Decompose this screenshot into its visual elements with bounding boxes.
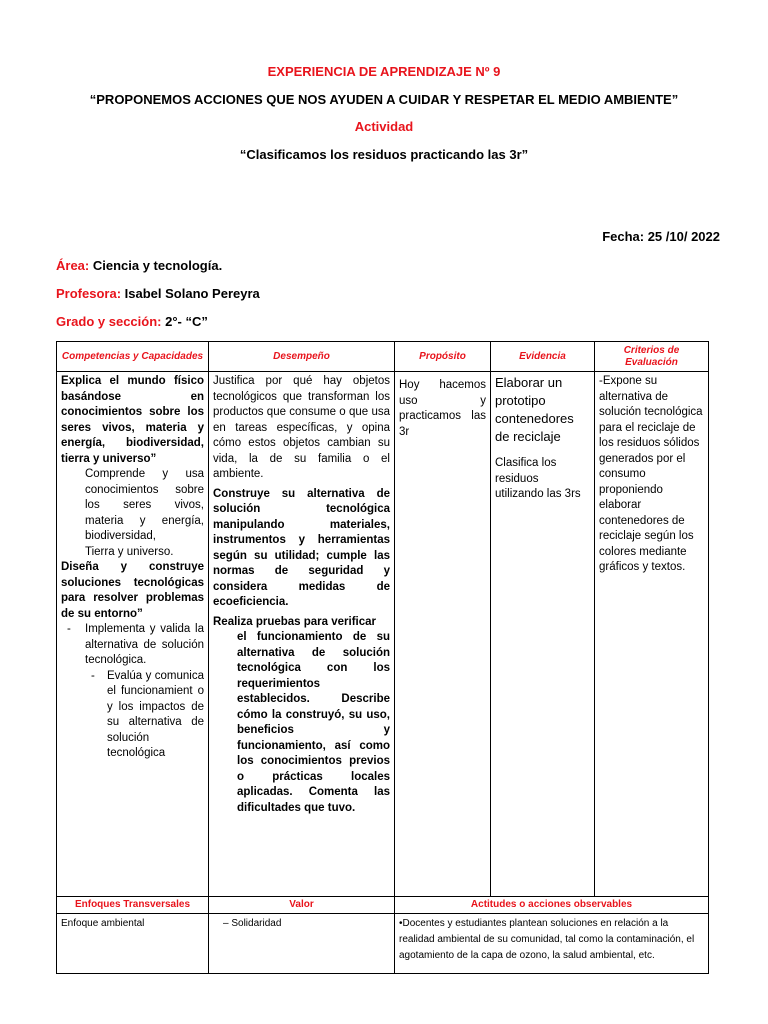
bottom-body-row: [57, 914, 709, 974]
dash-bullet: -: [67, 623, 71, 635]
bottom-header-row: [57, 897, 709, 914]
area-label: Área:: [56, 258, 90, 273]
header-evidencia: Evidencia: [491, 342, 595, 372]
capacidad-3: - Evalúa y comunica el funcionamient o y los impactos de su alternativa de solución tecnológica: [91, 669, 204, 759]
competencia-2: Diseña y construye soluciones tecnológicas para resolver problemas de su entorno”: [61, 561, 204, 620]
header-enfoques: Enfoques Transversales: [57, 897, 209, 914]
document-title: EXPERIENCIA DE APRENDIZAJE Nº 9: [267, 64, 501, 79]
dash-bullet: -: [91, 669, 95, 682]
grado-value: 2°- “C”: [161, 314, 208, 329]
fecha: Fecha: 25 /10/ 2022: [602, 229, 720, 244]
valor-cell: – Solidaridad: [209, 914, 395, 974]
desempeno-2: Construye su alternativa de solución tecnológica manipulando materiales, instrumentos y herramientas según su utilidad; cumple las normas de seguridad y considera medidas de ecoeficiencia.: [213, 487, 390, 608]
capacidad-2: - Implementa y valida la alternativa de solución tecnológica.: [67, 623, 204, 666]
desempeno-3-rest: el funcionamiento de su alternativa de solución tecnológica con los requerimientos establecidos. Describe cómo la construyó, su uso, beneficios y funcionamiento, así como los conocimientos previos o prácticas locales aplicadas. Comenta las dificultades que tuvo.: [237, 631, 390, 814]
header-valor: Valor: [209, 897, 395, 914]
actividad-label: Actividad: [354, 119, 414, 134]
area-line: [56, 258, 222, 273]
desempeno-1: Justifica por qué hay objetos tecnológicos que transforman los productos que consume o que usa en tareas específicas, y opina cómo estos objetos cambian su vida, la de su familia o el ambiente.: [213, 375, 390, 480]
competencia-1: Explica el mundo físico basándose en conocimientos sobre los seres vivos, materia y energía, biodiversidad, tierra y universo”: [61, 375, 204, 465]
area-value: Ciencia y tecnología.: [89, 258, 223, 273]
header-proposito: Propósito: [395, 342, 491, 372]
actividad-title: “Clasificamos los residuos practicando las 3r”: [239, 147, 529, 162]
enfoque-cell: Enfoque ambiental: [57, 914, 209, 974]
document-subtitle: “PROPONEMOS ACCIONES QUE NOS AYUDEN A CUIDAR Y RESPETAR EL MEDIO AMBIENTE”: [89, 92, 679, 107]
header-actitudes: Actitudes o acciones observables: [395, 897, 709, 914]
evidencia-2: Clasifica los residuos utilizando las 3rs: [495, 457, 581, 500]
capacidad-1: Comprende y usa conocimientos sobre los seres vivos, materia y energía, biodiversidad,: [85, 468, 204, 542]
competencias-cell: [57, 372, 209, 897]
profesora-line: [56, 286, 260, 301]
desempeno-cell: [209, 372, 395, 897]
desempeno-3-first: Realiza pruebas para verificar: [213, 615, 376, 628]
evidencia-1: Elaborar un prototipo contenedores de reciclaje: [495, 375, 574, 444]
proposito-cell: Hoy hacemos uso y practicamos las 3r: [395, 372, 491, 897]
grado-line: [56, 314, 208, 329]
capacidad-1b: Tierra y universo.: [85, 545, 174, 558]
profesora-value: Isabel Solano Pereyra: [121, 286, 260, 301]
profesora-label: Profesora:: [56, 286, 122, 301]
evidencia-cell: [491, 372, 595, 897]
header-criterios: Criterios de Evaluación: [595, 342, 709, 372]
grado-label: Grado y sección:: [56, 314, 162, 329]
criterios-cell: -Expone su alternativa de solución tecnológica para el reciclaje de los residuos sólidos generados por el consumo proponiendo elaborar contenedores de reciclaje según los colores mediante gráficos y textos.: [595, 372, 709, 897]
header-competencias: Competencias y Capacidades: [57, 342, 209, 372]
table-body-row: [57, 372, 709, 897]
header-desempeno: Desempeño: [209, 342, 395, 372]
actitudes-cell: •Docentes y estudiantes plantean soluciones en relación a la realidad ambiental de su comunidad, tal como la contaminación, el agotamiento de la capa de ozono, la salud ambiental, etc.: [395, 914, 709, 974]
table-header-row: [57, 342, 709, 372]
planning-table: [56, 341, 709, 974]
